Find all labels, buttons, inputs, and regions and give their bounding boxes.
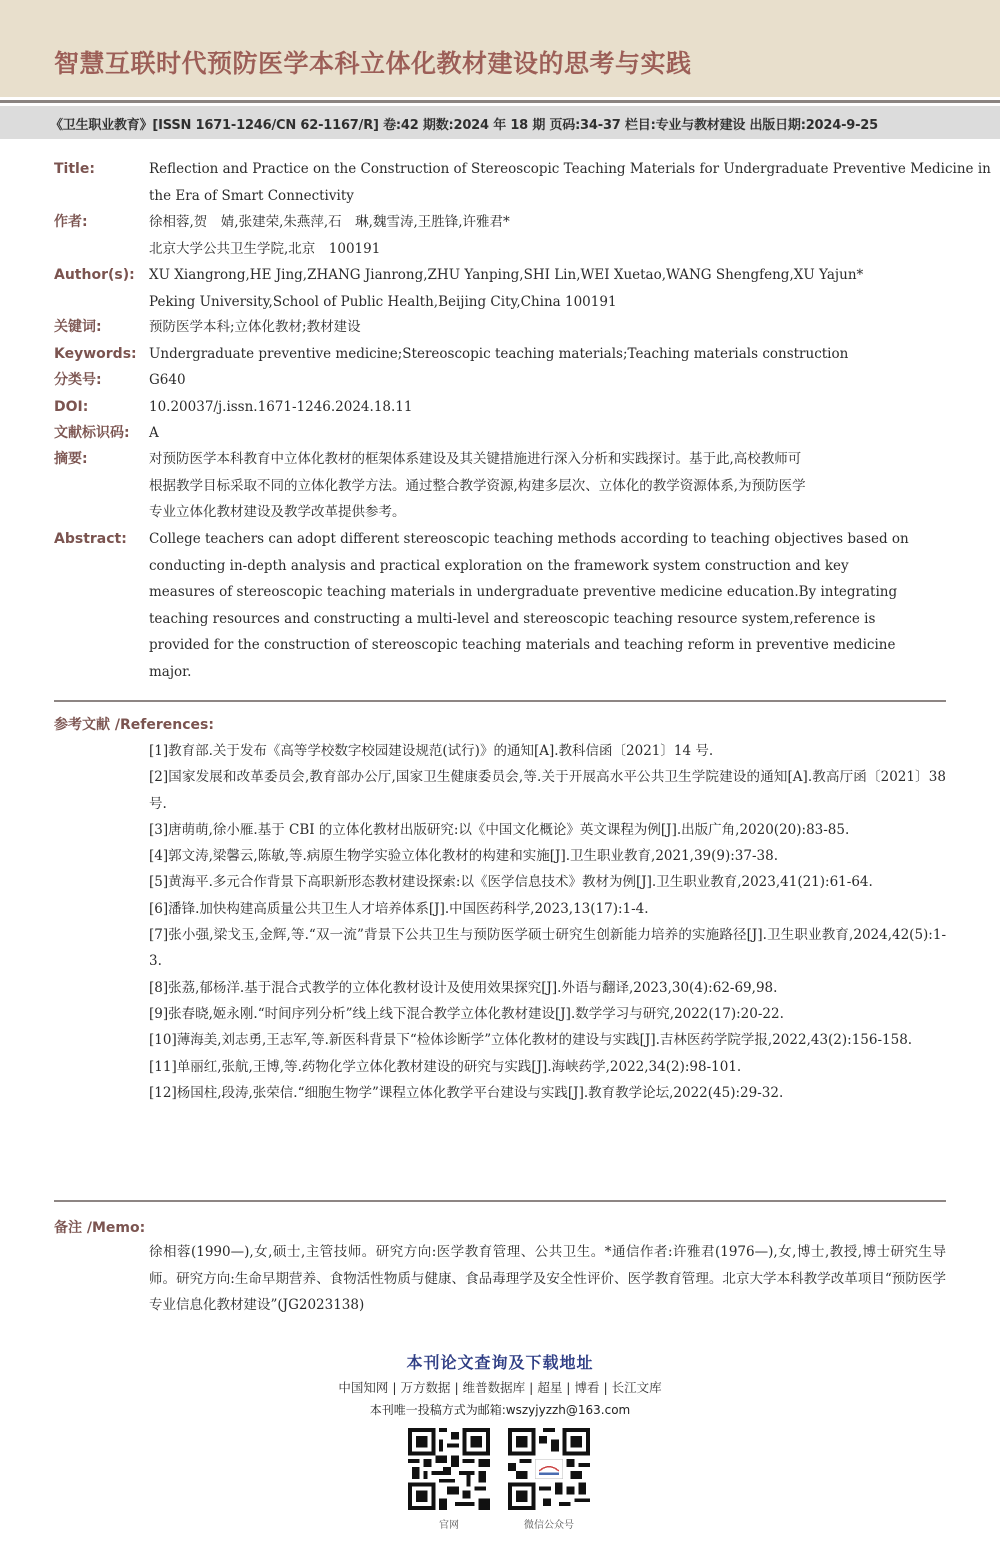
- field-doc-code: [54, 420, 946, 447]
- divider: [0, 100, 1000, 103]
- text-line: Peking University,School of Public Health,Beijing City,China 100191: [149, 293, 617, 310]
- field-label: DOI:: [54, 399, 89, 415]
- text-line: 徐相蓉,贺 婧,张建荣,朱燕萍,石 琳,魏雪涛,王胜锋,许雅君*: [149, 214, 510, 230]
- field-title: [54, 156, 991, 210]
- reference-item: [11]单丽红,张航,王博,等.药物化学立体化教材建设的研究与实践[J].海峡药学,2022,34(2):98-101.: [149, 1058, 742, 1075]
- text-line: 对预防医学本科教育中立体化教材的框架体系建设及其关键措施进行深入分析和实践探讨。基于此,高校教师可: [149, 451, 802, 467]
- article-title: 智慧互联时代预防医学本科立体化教材建设的思考与实践: [54, 49, 692, 78]
- authors-cn: [149, 209, 946, 262]
- keywords-cn: 预防医学本科;立体化教材;教材建设: [149, 319, 361, 335]
- abstract-en: [149, 526, 946, 685]
- field-abstract-en: [54, 526, 946, 686]
- field-label: Title:: [54, 161, 95, 177]
- text-line: 根据教学目标采取不同的立体化教学方法。通过整合教学资源,构建多层次、立体化的教学资源体系,为预防医学: [149, 477, 806, 494]
- field-label: Abstract:: [54, 531, 127, 547]
- text-line: provided for the construction of stereoscopic teaching materials and teaching reform in preventive medicine: [149, 637, 896, 653]
- publication-meta: 《卫生职业教育》[ISSN 1671-1246/CN 62-1167/R] 卷:42 期数:2024 年 18 期 页码:34-37 栏目:专业与教材建设 出版日期:2024-9-25: [50, 118, 878, 133]
- field-doi: [54, 394, 946, 421]
- text-line: major.: [149, 663, 192, 680]
- divider: [54, 1200, 946, 1202]
- memo-text: 徐相蓉(1990—),女,硕士,主管技师。研究方向:医学教育管理、公共卫生。*通信作者:许雅君(1976—),女,博士,教授,博士研究生导师。研究方向:生命早期营养、食物活性物质与健康、食品毒理学及安全性评价、医学教育管理。北京大学本科教学改革项目“预防医学专业信息化教材建设”(JG2023138): [149, 1244, 946, 1313]
- field-keywords-en: [54, 341, 946, 368]
- title-band: [0, 0, 1000, 97]
- doi-value: 10.20037/j.issn.1671-1246.2024.18.11: [149, 399, 413, 415]
- qr-code-icon[interactable]: [508, 1428, 590, 1510]
- field-classification: [54, 367, 946, 394]
- reference-item: [8]张荔,郁杨洋.基于混合式教学的立体化教材设计及使用效果探究[J].外语与翻译,2023,30(4):62-69,98.: [149, 979, 778, 996]
- field-label: 作者:: [54, 214, 88, 230]
- text-line: conducting in-depth analysis and practical exploration on the framework system construction and key: [149, 557, 849, 574]
- field-authors-cn: [54, 209, 946, 263]
- text-line: the Era of Smart Connectivity: [149, 187, 354, 204]
- reference-item: [4]郭文涛,梁馨云,陈敏,等.病原生物学实验立体化教材的构建和实施[J].卫生职业教育,2021,39(9):37-38.: [149, 848, 779, 865]
- field-label: 分类号:: [54, 372, 102, 388]
- database-list: 中国知网 | 万方数据 | 维普数据库 | 超星 | 博看 | 长江文库: [338, 1380, 662, 1395]
- text-line: Reflection and Practice on the Construction of Stereoscopic Teaching Materials for Undergraduate Preventive Medicine in: [149, 161, 991, 177]
- footer: [0, 1350, 1000, 1421]
- field-label: 关键词:: [54, 319, 102, 335]
- text-line: College teachers can adopt different stereoscopic teaching methods according to teaching objectives based on: [149, 531, 909, 547]
- text-line: XU Xiangrong,HE Jing,ZHANG Jianrong,ZHU Yanping,SHI Lin,WEI Xuetao,WANG Shengfeng,XU Yajun*: [149, 267, 864, 283]
- reference-item: [12]杨国柱,段涛,张荣信.“细胞生物学”课程立体化教学平台建设与实践[J].教育教学论坛,2022(45):29-32.: [149, 1084, 784, 1101]
- text-line: teaching resources and constructing a multi-level and stereoscopic teaching resource system,reference is: [149, 610, 876, 627]
- submission-email[interactable]: 本刊唯一投稿方式为邮箱:wszyjyzzh@163.com: [369, 1403, 631, 1417]
- text-line: 专业立体化教材建设及教学改革提供参考。: [149, 504, 406, 520]
- keywords-en: Undergraduate preventive medicine;Stereoscopic teaching materials;Teaching materials construction: [149, 346, 849, 362]
- reference-item: [2]国家发展和改革委员会,教育部办公厅,国家卫生健康委员会,等.关于开展高水平公共卫生学院建设的通知[A].教高厅函〔2021〕38 号.: [149, 769, 946, 812]
- reference-item: [7]张小强,梁戈玉,金辉,等.“双一流”背景下公共卫生与预防医学硕士研究生创新能力培养的实施路径[J].卫生职业教育,2024,42(5):1-3.: [149, 927, 946, 970]
- english-title: [149, 156, 991, 209]
- reference-list: [149, 738, 946, 1106]
- reference-item: [3]唐萌萌,徐小雁.基于 CBI 的立体化教材出版研究:以《中国文化概论》英文课程为例[J].出版广角,2020(20):83-85.: [149, 821, 850, 838]
- qr-code-row: [408, 1428, 598, 1538]
- field-abstract-cn: [54, 446, 946, 526]
- publication-meta-bar: [0, 106, 1000, 139]
- footer-title: 本刊论文查询及下载地址: [406, 1353, 594, 1372]
- doc-code-value: A: [149, 425, 159, 441]
- classification-number: G640: [149, 372, 186, 388]
- reference-item: [5]黄海平.多元合作背景下高职新形态教材建设探索:以《医学信息技术》教材为例[J].卫生职业教育,2023,41(21):61-64.: [149, 874, 873, 891]
- field-authors-en: [54, 262, 946, 316]
- reference-item: [10]薄海美,刘志勇,王志军,等.新医科背景下“检体诊断学”立体化教材的建设与实践[J].吉林医药学院学报,2022,43(2):156-158.: [149, 1032, 913, 1049]
- authors-en: [149, 262, 946, 315]
- text-line: 北京大学公共卫生学院,北京 100191: [149, 240, 381, 257]
- memo-heading: 备注 /Memo:: [54, 1220, 146, 1236]
- field-label: 文献标识码:: [54, 425, 130, 441]
- reference-item: [1]教育部.关于发布《高等学校数字校园建设规范(试行)》的通知[A].教科信函〔2021〕14 号.: [149, 743, 714, 759]
- reference-item: [9]张春晓,姬永刚.“时间序列分析”线上线下混合教学立体化教材建设[J].数学学习与研究,2022(17):20-22.: [149, 1005, 784, 1022]
- references-heading: 参考文献 /References:: [54, 717, 214, 733]
- qr-code-icon[interactable]: [408, 1428, 490, 1510]
- field-label: Keywords:: [54, 346, 137, 362]
- reference-item: [6]潘锋.加快构建高质量公共卫生人才培养体系[J].中国医药科学,2023,13(17):1-4.: [149, 900, 649, 917]
- divider: [54, 700, 946, 702]
- field-label: Author(s):: [54, 267, 135, 283]
- abstract-cn: [149, 446, 946, 526]
- qr-caption: 官网: [439, 1520, 459, 1531]
- field-keywords-cn: [54, 314, 946, 341]
- field-label: 摘要:: [54, 451, 88, 467]
- qr-caption: 微信公众号: [524, 1520, 574, 1531]
- text-line: measures of stereoscopic teaching materials in undergraduate preventive medicine education.By integrating: [149, 584, 898, 600]
